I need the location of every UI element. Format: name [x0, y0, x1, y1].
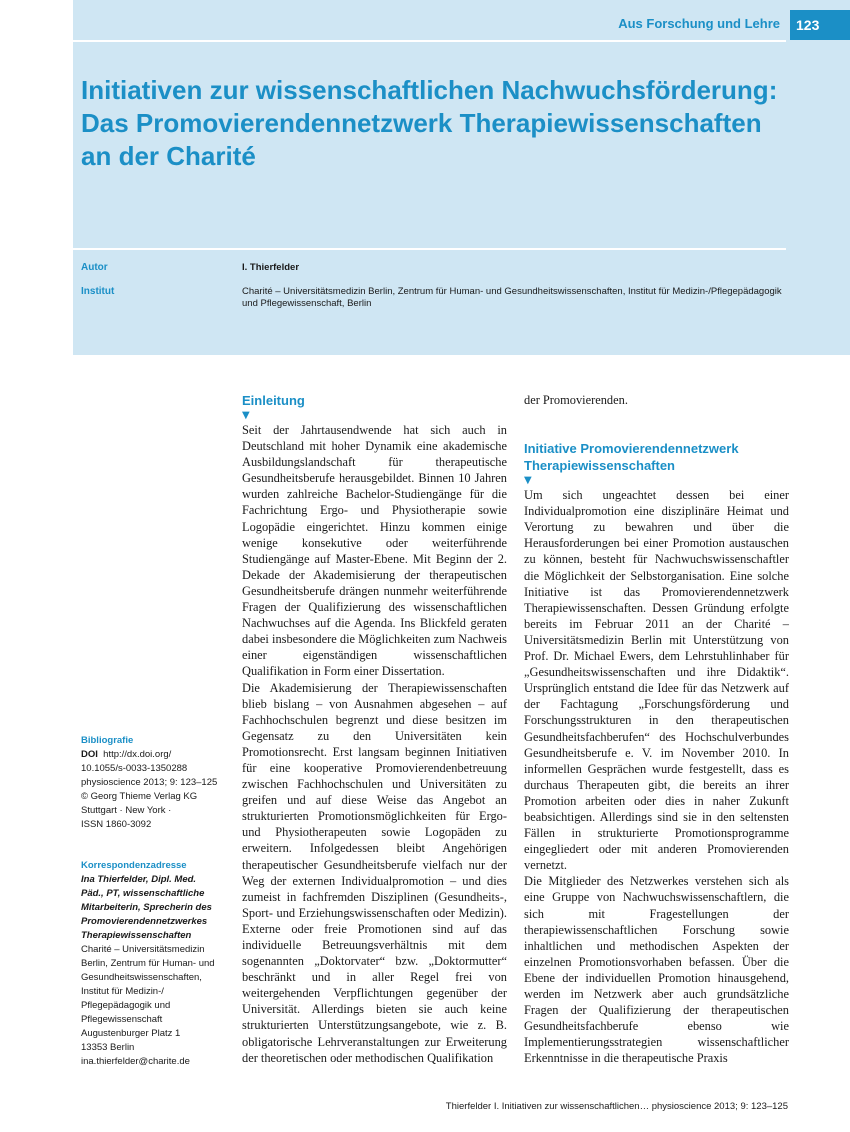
heading-triangle-icon: ▼ [524, 475, 532, 487]
author-label: Autor [81, 262, 108, 273]
address-line: Augustenburger Platz 1 [81, 1028, 181, 1039]
correspondence-name-line: Promovierendennetzwerkes [81, 916, 208, 927]
section-heading-line: Therapiewissenschaften [524, 458, 675, 474]
title-divider [73, 248, 786, 250]
bibliography-line: 10.1055/s-0033-1350288 [81, 763, 188, 774]
address-line: Institut für Medizin-/ [81, 986, 164, 997]
body-paragraph: Die Mitglieder des Netzwerkes verstehen sich als eine Gruppe von Nachwuchswissenschaftlern, die sich mit Fragestellungen der therapiewissenschaftlichen Forschung sowie inhaltlichen und methodischen Aspekten der einzelnen Promotionsvorhaben befassen. Über die Ebene der individuellen Promotion hinausgehend, werden im Netzwerk aber auch grundsätzliche Fragen der Qualifizierung der therapeutischen Gesundheitsfachberufe ebenso wie Implementierungsstrategien wissenschaftlicher Erkenntnisse in die therapeutische Praxis [524, 874, 789, 1066]
title-line: an der Charité [81, 141, 256, 171]
page-footer: Thierfelder I. Initiativen zur wissenschaftlichen… physioscience 2013; 9: 123–125 [445, 1101, 788, 1112]
body-paragraph: Die Akademisierung der Therapiewissenschaften blieb bislang – von Ausnahmen abgesehen – auf Fachhochschulen begrenzt und diese besitzen im Gegensatz zu den Universitäten kein Promotionsrecht. Erst langsam beginnen Initiativen für eine kooperative Promovierendenbetreuung zwischen Fachhochschulen und Universitäten zu greifen und auf diese Weise das Angebot an strukturierten Promotionsmöglichkeiten für Ergo- und Physiotherapeuten sowie Logopäden zu erweitern. Infolgedessen bleibt Angehörigen therapeutischer Gesundheitsberufe vielfach nur der Weg der externen Individualpromotion – und dies zumeist in fachfremden Disziplinen (Gesundheits-, Sport- und Erziehungswissenschaften oder Medizin). Externe oder freie Promotionen sind auf das individuelle Betreuungsverhältnis mit dem sogenannten „Doktorvater“ bzw. „Doktormutter“ beschränkt und in aller Regel frei von weitergehenden Verpflichtungen gegenüber der Universität. Allerdings bieten sie auch keine strukturierten Unterstützungsangebote, wie z. B. obligatorische Lehrveranstaltungen zur Erweiterung der theoretischen oder methodischen Qualifikation [242, 680, 507, 1065]
body-column-right [524, 392, 789, 1066]
section-heading: Einleitung [242, 393, 305, 408]
title-line: Initiativen zur wissenschaftlichen Nachwuchsförderung: [81, 75, 778, 105]
doi-label: DOI [81, 749, 98, 760]
correspondence-block [81, 859, 231, 1069]
body-paragraph: Seit der Jahrtausendwende hat sich auch in Deutschland mit hoher Dynamik eine akademische Ausbildungslandschaft für therapeutische Gesundheitsberufe herausgebildet. Binnen 10 Jahren wurden zahlreiche Bachelor-Studiengänge für die Fachrichtung Ergo- und Physiotherapie sowie Logopädie eingerichtet. Hinzu kommen einige wenige konsekutive oder weiterführende Studiengänge auf Master-Ebene. Mit Beginn der 2. Dekade der Akademisierung der therapeutischen Gesundheitsberufe drängen nunmehr weiterführende Fragen der Qualifizierung des wissenschaftlichen Nachwuchses auf die Agenda. Ins Blickfeld geraten dabei insbesondere die Möglichkeiten zum Nachweis einer eigenständigen wissenschaftlichen Qualifikation in Form einer Dissertation. [242, 423, 507, 679]
correspondence-label: Korrespondenzadresse [81, 860, 187, 871]
section-heading [524, 440, 789, 474]
header-divider [73, 40, 786, 42]
correspondence-name-line: Päd., PT, wissenschaftliche [81, 888, 205, 899]
body-column-left [242, 392, 507, 1066]
bibliography-block [81, 734, 231, 832]
address-line: Berlin, Zentrum für Human- und [81, 958, 215, 969]
correspondence-name-line: Ina Thierfelder, Dipl. Med. [81, 874, 197, 885]
section-label: Aus Forschung und Lehre [618, 16, 780, 31]
correspondence-name-line: Mitarbeiterin, Sprecherin des [81, 902, 212, 913]
institute-label: Institut [81, 286, 115, 297]
email-link[interactable]: ina.thierfelder@charite.de [81, 1056, 190, 1067]
author-name: I. Thierfelder [242, 262, 300, 273]
page-number: 123 [790, 10, 850, 40]
address-line: Pflegewissenschaft [81, 1014, 163, 1025]
bibliography-line: © Georg Thieme Verlag KG [81, 791, 198, 802]
correspondence-name-line: Therapiewissenschaften [81, 930, 192, 941]
address-line: Gesundheitswissenschaften, [81, 972, 202, 983]
doi-link[interactable]: http://dx.doi.org/ [103, 749, 172, 760]
body-paragraph-continued: der Promovierenden. [524, 393, 628, 407]
heading-triangle-icon: ▼ [242, 410, 250, 421]
continued-text-space [524, 408, 789, 440]
article-title [81, 74, 801, 173]
institute-text: Charité – Universitätsmedizin Berlin, Zentrum für Human- und Gesundheitswissenschaften, Institut für Medizin-/Pflegepädagogik und Pflegewissenschaft, Berlin [242, 286, 782, 309]
address-line: Charité – Universitätsmedizin [81, 944, 205, 955]
section-heading-line: Initiative Promovierendennetzwerk [524, 441, 739, 457]
bibliography-line: physioscience 2013; 9: 123–125 [81, 777, 218, 788]
bibliography-line: ISSN 1860-3092 [81, 819, 152, 830]
bibliography-label: Bibliografie [81, 735, 134, 746]
bibliography-line: Stuttgart · New York · [81, 805, 172, 816]
address-line: Pflegepädagogik und [81, 1000, 171, 1011]
address-line: 13353 Berlin [81, 1042, 135, 1053]
body-paragraph: Um sich ungeachtet dessen bei einer Individualpromotion eine disziplinäre Heimat und Verortung zu bewahren und über die Herausforderungen bei einer Promotion austauschen zu können, besteht für Nachwuchswissenschaftler die Möglichkeit der Selbstorganisation. Eine solche Initiative ist das Promovierendennetzwerk Therapiewissenschaften. Dessen Gründung erfolgte bereits im Februar 2011 an der Charité – Universitätsmedizin Berlin mit Unterstützung von Prof. Dr. Michael Ewers, dem Lehrstuhlinhaber für „Gesundheitswissenschaften und ihre Didaktik“. Ursprünglich entstand die Idee für das Netzwerk auf der Fachtagung „Forschungsförderung und Forschungsstrukturen in den therapeutischen Gesundheitsfachberufen“ des Hochschulverbundes Gesundheitsberufe e. V. im November 2010. In informellen Gesprächen wurde festgestellt, dass es durchaus Therapeuten gibt, die bereits an ihrer Promotion arbeiten oder dies in naher Zukunft beabsichtigen. Allerdings sind sie in den seltensten Fällen in strukturierte Promotionsprogramme eingegliedert oder mit anderen Promovierenden vernetzt. [524, 488, 789, 873]
title-line: Das Promovierendennetzwerk Therapiewissenschaften [81, 108, 762, 138]
